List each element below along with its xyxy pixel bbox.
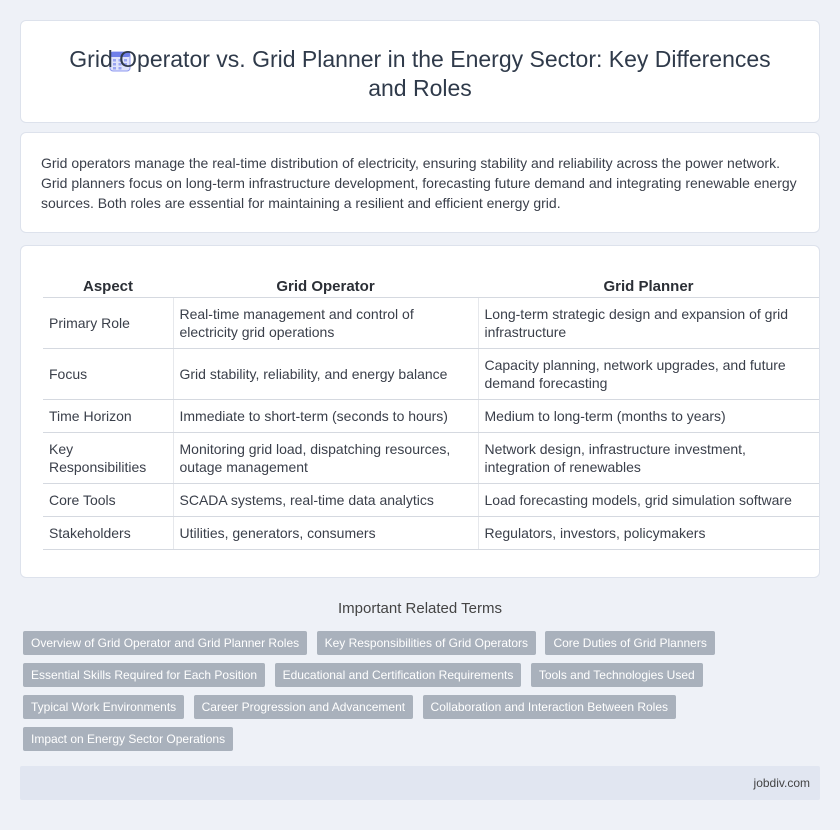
table-row [43,517,819,550]
page-title: Grid Operator vs. Grid Planner in the Energy Sector: Key Differences and Roles [69,46,771,101]
row-planner: Regulators, investors, policymakers [478,517,819,550]
row-aspect: Time Horizon [43,400,173,433]
related-term-link[interactable]: Core Duties of Grid Planners [545,631,714,655]
related-term-link[interactable]: Key Responsibilities of Grid Operators [317,631,536,655]
comparison-table-card [20,245,820,578]
row-planner: Load forecasting models, grid simulation software [478,484,819,517]
row-operator: Grid stability, reliability, and energy balance [173,349,478,400]
table-row [43,298,819,349]
row-planner: Network design, infrastructure investment, integration of renewables [478,433,819,484]
footer-site-link[interactable]: jobdiv.com [753,776,810,790]
row-operator: Immediate to short-term (seconds to hours) [173,400,478,433]
related-term-link[interactable]: Overview of Grid Operator and Grid Planner Roles [23,631,307,655]
row-operator: Monitoring grid load, dispatching resources, outage management [173,433,478,484]
related-terms-list [23,631,723,759]
row-planner: Long-term strategic design and expansion of grid infrastructure [478,298,819,349]
table-row [43,349,819,400]
table-row [43,400,819,433]
row-aspect: Core Tools [43,484,173,517]
row-aspect: Primary Role [43,298,173,349]
related-term-link[interactable]: Educational and Certification Requirements [275,663,522,687]
related-terms-title: Important Related Terms [338,600,502,617]
table-header-row [43,274,819,298]
header-card [20,20,820,123]
table-row [43,433,819,484]
row-operator: SCADA systems, real-time data analytics [173,484,478,517]
intro-text: Grid operators manage the real-time distribution of electricity, ensuring stability and reliability across the power network. Grid planners focus on long-term infrastructure development, forecasting future demand and integrating renewable energy sources. Both roles are essential for maintaining a resilient and efficient energy grid. [20,132,820,233]
header-grid-operator: Grid Operator [173,274,478,298]
footer [20,766,820,800]
comparison-table [43,274,819,550]
related-term-link[interactable]: Essential Skills Required for Each Position [23,663,265,687]
row-planner: Capacity planning, network upgrades, and future demand forecasting [478,349,819,400]
table-row [43,484,819,517]
row-planner: Medium to long-term (months to years) [478,400,819,433]
related-term-link[interactable]: Tools and Technologies Used [531,663,703,687]
related-term-link[interactable]: Career Progression and Advancement [194,695,413,719]
row-operator: Real-time management and control of electricity grid operations [173,298,478,349]
row-aspect: Key Responsibilities [43,433,173,484]
header-grid-planner: Grid Planner [478,274,819,298]
row-aspect: Focus [43,349,173,400]
related-term-link[interactable]: Impact on Energy Sector Operations [23,727,233,751]
row-operator: Utilities, generators, consumers [173,517,478,550]
header-aspect: Aspect [43,274,173,298]
related-term-link[interactable]: Collaboration and Interaction Between Roles [423,695,676,719]
row-aspect: Stakeholders [43,517,173,550]
related-term-link[interactable]: Typical Work Environments [23,695,184,719]
